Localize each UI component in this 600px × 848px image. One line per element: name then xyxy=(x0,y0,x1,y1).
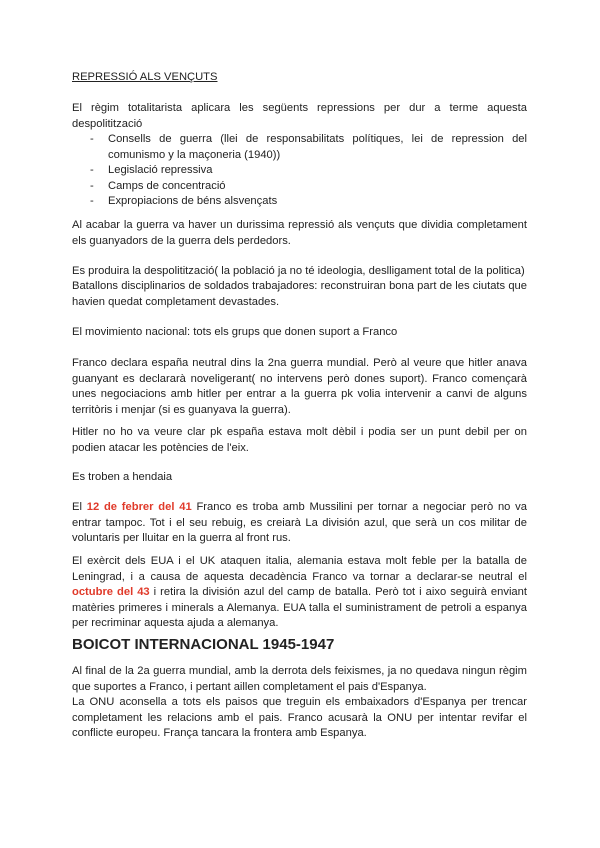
text-run: El exèrcit dels EUA i el UK ataquen italia, alemania estava molt feble per la batalla de Leningrad, i a causa de aquesta decadència Franco va tornar a declarar-se neutral el xyxy=(72,555,527,583)
list-item: - Consells de guerra (llei de responsabilitats polítiques, lei de repression del comunismo y la maçoneria (1940)) xyxy=(72,132,527,163)
list-item: - Camps de concentració xyxy=(72,179,527,195)
paragraph-movimiento: El movimiento nacional: tots els grups que donen suport a Franco xyxy=(72,326,398,338)
section-title: REPRESSIÓ ALS VENÇUTS xyxy=(72,71,218,83)
paragraph-onu: La ONU aconsella a tots els paisos que treguin els embaixadors d'Espanya per trencar completament les relacions amb el pais. Franco acusarà la ONU per intentar revifar el conflicte europeu. França tancara la frontera amb Espanya. xyxy=(72,696,527,739)
section-heading-boicot: BOICOT INTERNACIONAL 1945-1947 xyxy=(72,636,335,653)
paragraph-hitler: Hitler no ho va veure clar pk españa estava molt dèbil i podia ser un punt debil per on podien atacar les potències de l'eix. xyxy=(72,426,527,454)
paragraph-repression: Al acabar la guerra va haver un durissima repressió als vençuts que dividia completament els guanyadors de la guerra dels perdedors. xyxy=(72,219,527,247)
paragraph-allies xyxy=(72,554,527,632)
list-item: - Expropiacions de béns alsvençats xyxy=(72,194,527,210)
paragraph-mussolini xyxy=(72,500,527,547)
text-run: i retira la división azul del camp de batalla. Però tot i aixo seguirà enviant matèries primeres i minerals a Alemanya. EUA talla el suministrament de petroli a espanya per recriminar aquesta ajuda a alemanya. xyxy=(72,586,527,629)
highlight-date: octubre del 43 xyxy=(72,586,150,598)
repression-list xyxy=(72,132,527,210)
intro-paragraph: El règim totalitarista aplicara les següents repressions per dur a terme aquesta despolitització xyxy=(72,102,527,130)
highlight-date: 12 de febrer del 41 xyxy=(86,501,192,513)
list-item: - Legislació repressiva xyxy=(72,163,527,179)
paragraph-end-war: Al final de la 2a guerra mundial, amb la derrota dels feixismes, ja no quedava ningun règim que suportes a Franco, i pertant aillen completament el pais d'Espanya. xyxy=(72,665,527,693)
paragraph-depolitization: Es produira la despolitització( la població ja no té ideologia, deslligament total de la politica) xyxy=(72,265,525,277)
paragraph-hendaia: Es troben a hendaia xyxy=(72,471,173,483)
text-run: El xyxy=(72,501,87,513)
paragraph-neutrality: Franco declara españa neutral dins la 2na guerra mundial. Però al veure que hitler anava guanyant es declararà noveligerant( no intervens però dones suport). Franco començarà unes negociacions amb hitler per entrar a la guerra pk volia intervenir a canvi de alguns territòris i menjar (si es guanyava la guerra). xyxy=(72,357,527,416)
text-run: Franco es troba amb Mussilini per tornar a negociar però no va entrar tampoc. Tot i el seu rebuig, es creiarà La división azul, que serà un cos militar de voluntaris per lluitar en la guerra al front rus. xyxy=(72,501,527,544)
paragraph-battalions: Batallons disciplinarios de soldados trabajadores: reconstruiran bona part de les ciutats que havien quedat completament devastades. xyxy=(72,280,527,308)
